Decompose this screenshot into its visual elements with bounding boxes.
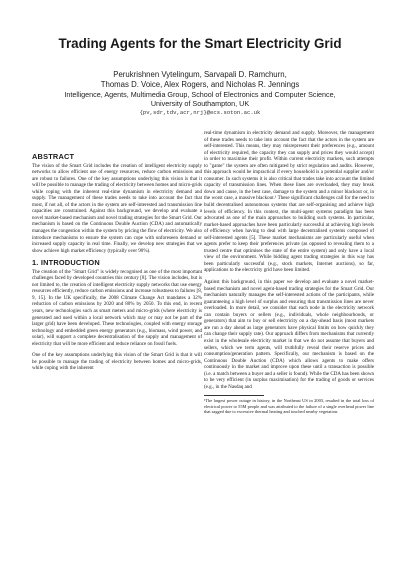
abstract-text: The vision of the Smart Grid includes the creation of intelligent electricity supply networks to allow efficient use of energy resources, reduce carbon emissions and are robust to failures. One of the key assumptions underlying this vision is that it will be possible to manage the trading of electricity between homes and micro-grids while coping with the inherent real-time dynamism in electricity demand and supply. The management of these trades needs to take into account the fact that most, if not all, of the actors in the system are self-interested and transmission line capacities are constrained. Against this background, we develop and evaluate a novel market-based mechanism and novel trading strategies for the Smart Grid. Our mechanism is based on the Continuous Double Auction (CDA) and automatically manages the congestion within the system by pricing the flow of electricity. We also introduce mechanisms to ensure the system can cope with unforeseen demand or increased supply capacity in real time. Finally, we develop new strategies that we show achieve high market efficiency (typically over 90%). bbox=[32, 162, 202, 254]
affiliation-line-2: University of Southampton, UK bbox=[150, 99, 250, 108]
paper-title: Trading Agents for the Smart Electricity Grid bbox=[58, 36, 342, 51]
author-email: {pv,sdr,tdv,acr,nrj}@ecs.soton.ac.uk bbox=[139, 109, 261, 116]
introduction-paragraph-2: One of the key assumptions underlying this vision of the Smart Grid is that it will be possible to manage the trading of electricity between homes and micro-grids, while coping with the inherent bbox=[32, 352, 202, 372]
introduction-paragraph-1: The creation of the "Smart Grid" is widely recognised as one of the most important challenges faced by developed countries this century [8]. The vision includes, but is not limited to, the creation of intelligent electricity supply networks that use energy resources efficiently, reduce carbon emissions and increase robustness to failures [8, 9, 15]. In the UK specifically, the 2008 Climate Change Act mandates a 32% reduction of carbon emissions by 2020 and 80% by 2050. To this end, in recent years, new technologies such as smart meters and micro-grids (where electricity is generated and used within a local network which may or may not be part of the larger grid) have been developed. These technologies, coupled with energy storage technology and embedded green energy generators (e.g., biomass, wind power, and solar), will support a complete decentralisation of the supply and management of electricity that will be more efficient and reduce reliance on fossil fuels. bbox=[32, 268, 202, 347]
affiliation-line-1: Intelligence, Agents, Multimedia Group, School of Electronics and Computer Science, bbox=[64, 90, 336, 99]
right-column bbox=[204, 130, 374, 550]
authors-line-2: Thomas D. Voice, Alex Rogers, and Nicholas R. Jennings bbox=[100, 80, 300, 89]
authors-line-1: Perukrishnen Vytelingum, Sarvapali D. Ramchurn, bbox=[113, 70, 287, 79]
footnote-divider bbox=[204, 395, 264, 396]
left-column bbox=[32, 154, 202, 544]
introduction-heading: 1. INTRODUCTION bbox=[32, 258, 100, 268]
footnote: ¹The largest power outage in history, in the Northeast US in 2003, resulted in the total loss of electrical power to 55M people and was attributed to the failure of a single overhead power line that sagged due to excessive thermal heating and touched nearby vegetation. bbox=[204, 398, 374, 415]
author-block bbox=[0, 70, 400, 117]
right-paragraph-2: Against this background, in this paper we develop and evaluate a novel market-based mechanism and novel agent-based trading strategies for the Smart Grid. Our mechanism naturally manages the self-interested actions of the participants, while guaranteeing a high level of surplus and ensuring that transmission lines are never overloaded. In more detail, we consider that each node in the electricity network can contain buyers or sellers (e.g., individuals, whole neighbourhoods, or generators) that aim to buy or sell electricity on a day-ahead basis (most markets are run a day ahead as large generators have physical limits on how quickly they can change their supply rate). Our approach differs from mechanisms that currently exist in the wholesale electricity market in that we do not assume that buyers and sellers, which we term agents, will truthfully reveal their reserve prices and consumption/generation pattern. Specifically, our mechanism is based on the Continuous Double Auction (CDA) which allows agents to make offers continuously in the market and improve upon these until a transaction is possible (i.e. a match between a buyer and a seller is found). While the CDA has been shown to be very efficient (in surplus maximisation) for the trading of goods or services (e.g., in the Nasdaq and bbox=[204, 279, 374, 390]
right-paragraph-1: real-time dynamism in electricity demand and supply. Moreover, the management of these trades needs to take into account the fact that the actors in the system are self-interested. This means, they may misrepresent their preferences (e.g., amount of electricity required, the capacity they can supply and prices they would accept) in order to maximise their profit. Within current electricity markets, such attempts to "game" the system are often mitigated by strict regulation and audits. However, this approach would be impractical if every household is a potential supplier and/or consumer. In such systems it is also critical that trades take into account the limited capacity of transmission lines. When these lines are overloaded, they may break down and cause, in the best case, damage to the system and a minor blackout or, in the worst case, a massive blackout.¹ These significant challenges call for the need to build decentralised autonomous systems that are self-organising and achieve high levels of efficiency. In this context, the multi-agent systems paradigm has been advocated as one of the main approaches to building such systems. In particular, market-based approaches have been particularly successful at achieving high levels of efficiency when having to deal with large decentralised systems composed of self-interested agents [5]. These market mechanisms are particularly useful when agents prefer to keep their preferences private (as opposed to revealing them to a trusted centre that optimises the state of the entire system) and only have a local view of the environment. While bidding agent trading strategies in this way has been particularly successful (e.g., stock markets, Internet auctions), so far, applications to the electricity grid have been limited. bbox=[204, 130, 374, 274]
abstract-heading: ABSTRACT bbox=[32, 154, 75, 161]
